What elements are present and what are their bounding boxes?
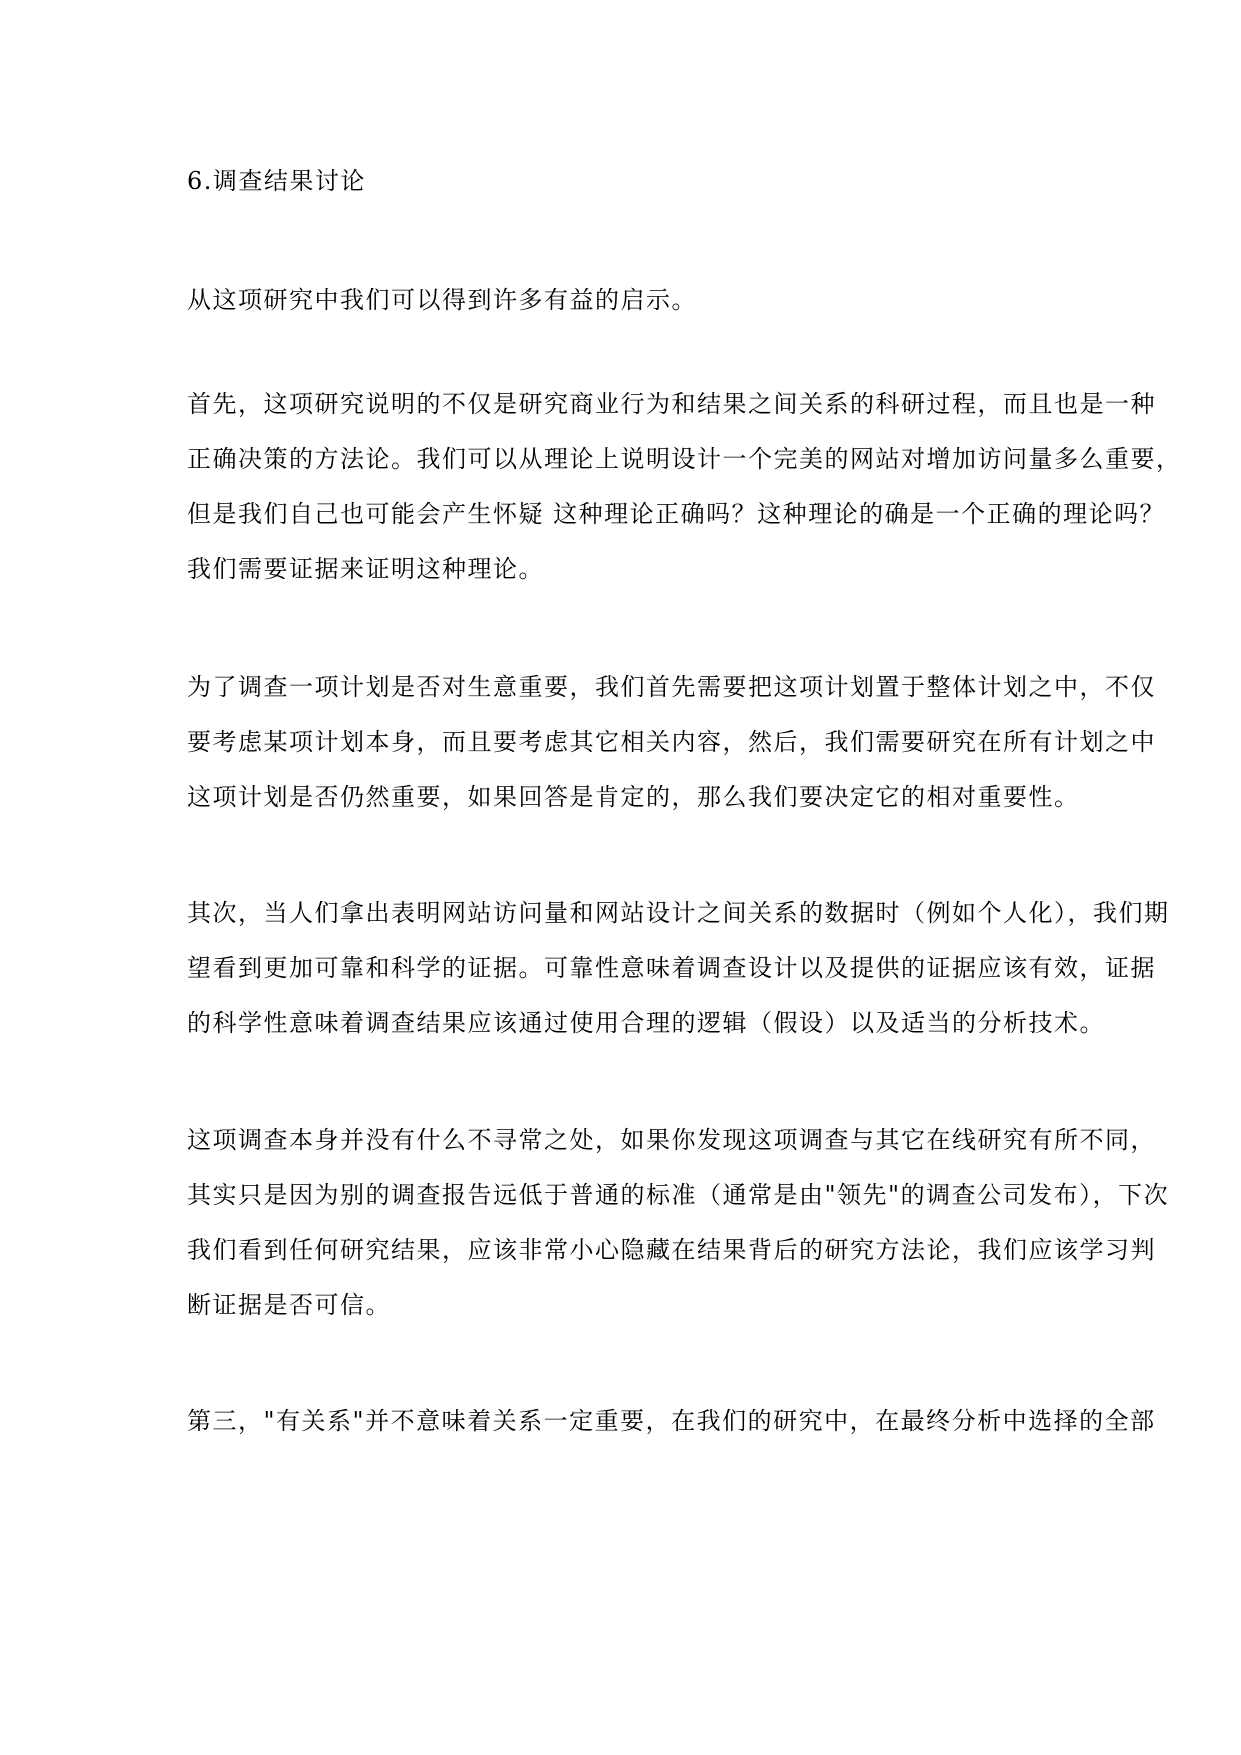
paragraph-5-line-3: 我们看到任何研究结果，应该非常小心隐藏在结果背后的研究方法论，我们应该学习判 [187,1236,1156,1264]
paragraph-5-line-2: 其实只是因为别的调查报告远低于普通的标准（通常是由"领先"的调查公司发布），下次 [187,1181,1170,1209]
paragraph-2-line-2: 正确决策的方法论。我们可以从理论上说明设计一个完美的网站对增加访问量多么重要， [187,445,1182,473]
paragraph-4-line-3: 的科学性意味着调查结果应该通过使用合理的逻辑（假设）以及适当的分析技术。 [187,1009,1105,1037]
section-heading: 6.调查结果讨论 [187,167,366,195]
paragraph-2-line-4: 我们需要证据来证明这种理论。 [187,555,544,583]
paragraph-4-line-1: 其次，当人们拿出表明网站访问量和网站设计之间关系的数据时（例如个人化），我们期 [187,899,1170,927]
paragraph-2-line-1: 首先，这项研究说明的不仅是研究商业行为和结果之间关系的科研过程，而且也是一种 [187,390,1156,418]
paragraph-2-line-3: 但是我们自己也可能会产生怀疑 这种理论正确吗？这种理论的确是一个正确的理论吗？ [187,500,1166,528]
paragraph-1-line-1: 从这项研究中我们可以得到许多有益的启示。 [187,286,697,314]
paragraph-6-line-1: 第三，"有关系"并不意味着关系一定重要，在我们的研究中，在最终分析中选择的全部 [187,1407,1156,1435]
paragraph-4-line-2: 望看到更加可靠和科学的证据。可靠性意味着调查设计以及提供的证据应该有效，证据 [187,954,1156,982]
paragraph-3-line-3: 这项计划是否仍然重要，如果回答是肯定的，那么我们要决定它的相对重要性。 [187,783,1080,811]
paragraph-3-line-2: 要考虑某项计划本身，而且要考虑其它相关内容，然后，我们需要研究在所有计划之中 [187,728,1156,756]
paragraph-3-line-1: 为了调查一项计划是否对生意重要，我们首先需要把这项计划置于整体计划之中，不仅 [187,673,1156,701]
paragraph-5-line-1: 这项调查本身并没有什么不寻常之处，如果你发现这项调查与其它在线研究有所不同， [187,1126,1156,1154]
paragraph-5-line-4: 断证据是否可信。 [187,1291,391,1319]
